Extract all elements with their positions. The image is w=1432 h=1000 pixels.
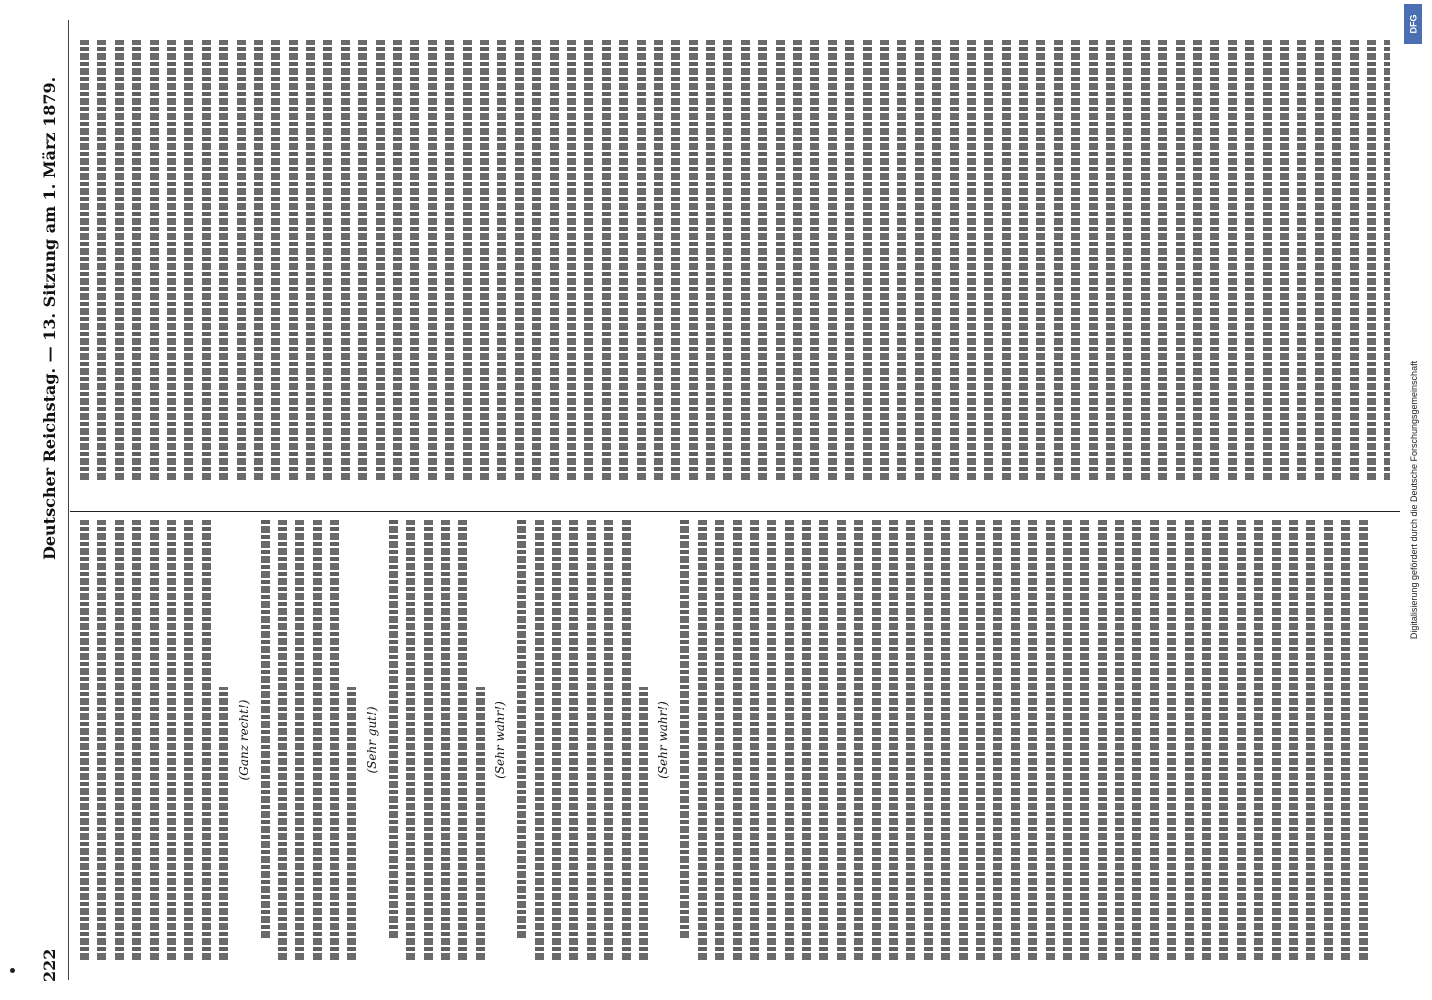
text-line [323,40,332,480]
text-line [445,40,454,480]
text-line [889,520,898,960]
text-line [202,520,211,960]
text-line [347,687,356,960]
text-line [837,520,846,960]
text-line [569,520,578,960]
running-title: Deutscher Reichstag. — 13. Sitzung am 1. März 1879. [40,76,59,560]
interjection: (Sehr wahr!) [656,701,671,779]
text-line [410,40,419,480]
text-line [550,40,559,480]
text-line [497,40,506,480]
text-line [567,40,576,480]
column-left [80,520,1390,960]
text-line [897,40,906,480]
text-line [424,520,433,960]
text-line [1193,40,1202,480]
text-line [330,520,339,960]
digitization-credit [1400,0,1428,1000]
text-line [515,40,524,480]
text-line [1063,520,1072,960]
text-line [1036,40,1045,480]
interjection: (Sehr gut!) [364,706,379,774]
text-line [406,520,415,960]
text-line [1332,40,1341,480]
text-line [1254,520,1263,960]
text-line [219,687,228,960]
text-line [932,40,941,480]
text-line [785,520,794,960]
text-line [1272,520,1281,960]
text-line [517,520,526,938]
text-line [1315,40,1324,480]
text-line [741,40,750,480]
text-line [584,40,593,480]
text-line [1046,520,1055,960]
text-line [132,520,141,960]
text-line [1350,40,1359,480]
text-line [261,520,270,938]
text-line [254,40,263,480]
text-line [1263,40,1272,480]
text-line [758,40,767,480]
text-line [1280,40,1289,480]
text-line [671,40,680,480]
text-line [393,40,402,480]
text-line [132,40,141,480]
column-right [80,40,1390,480]
text-line [619,40,628,480]
text-line [341,40,350,480]
text-line [271,40,280,480]
text-line [150,520,159,960]
text-line [295,520,304,960]
text-line [278,520,287,960]
text-line [1071,40,1080,480]
text-line [845,40,854,480]
text-line [167,520,176,960]
text-line [237,40,246,480]
text-line [1210,40,1219,480]
text-line [828,40,837,480]
text-line [984,40,993,480]
text-line [1028,520,1037,960]
text-line [97,40,106,480]
text-line [463,40,472,480]
text-line [1141,40,1150,480]
text-line [1297,40,1306,480]
text-line [793,40,802,480]
text-line [289,40,298,480]
credit-text: Digitalisierung gefördert durch die Deutsche Forschungsgemeinschaft [1409,360,1419,640]
text-line [476,687,485,960]
interjection: (Sehr wahr!) [493,701,508,779]
text-line [941,520,950,960]
text-line [167,40,176,480]
text-line [967,40,976,480]
interjection: (Ganz recht!) [236,699,251,781]
text-line [639,687,648,960]
page-number: 222 [40,948,59,982]
text-line [880,40,889,480]
dfg-logo-text: DFG [1408,14,1418,34]
text-line [532,40,541,480]
text-line [950,40,959,480]
text-line [1341,520,1350,960]
text-line [1289,520,1298,960]
text-line [1167,520,1176,960]
text-line [715,520,724,960]
text-line [993,520,1002,960]
text-line [358,40,367,480]
text-line [1228,40,1237,480]
text-line [1098,520,1107,960]
text-line [587,520,596,960]
text-line [1237,520,1246,960]
text-line [698,520,707,960]
text-line [776,40,785,480]
text-line [1080,520,1089,960]
text-line [184,520,193,960]
dfg-logo [1404,4,1422,44]
text-line [1115,520,1124,960]
text-line [654,40,663,480]
text-line [389,520,398,938]
text-line [819,520,828,960]
text-line [1089,40,1098,480]
text-line [80,40,89,480]
text-line [959,520,968,960]
text-line [622,520,631,960]
text-line [1359,520,1368,960]
page-marker-dot [10,968,15,973]
text-line [1245,40,1254,480]
text-line [1185,520,1194,960]
text-line [854,520,863,960]
text-line [706,40,715,480]
text-line [602,40,611,480]
text-line [1306,520,1315,960]
text-line [680,520,689,938]
text-line [535,520,544,960]
text-line [458,520,467,960]
text-line [306,40,315,480]
text-line [1106,40,1115,480]
text-line [802,520,811,960]
text-line [1011,520,1020,960]
text-line [750,520,759,960]
text-line [1176,40,1185,480]
text-line [376,40,385,480]
text-line [1123,40,1132,480]
text-line [1324,520,1333,960]
text-line [1002,40,1011,480]
text-line [863,40,872,480]
text-line [767,520,776,960]
text-line [689,40,698,480]
text-line [733,520,742,960]
text-line [115,40,124,480]
text-line [115,520,124,960]
text-line [428,40,437,480]
text-line [1202,520,1211,960]
header-rule [68,20,69,980]
text-line [723,40,732,480]
text-line [552,520,561,960]
text-line [480,40,489,480]
column-divider [70,511,1400,512]
text-line [906,520,915,960]
text-line [219,40,228,480]
text-line [976,520,985,960]
text-line [441,520,450,960]
text-line [915,40,924,480]
text-line [1384,40,1390,480]
text-line [1158,40,1167,480]
text-line [1219,520,1228,960]
text-line [313,520,322,960]
text-line [810,40,819,480]
text-line [637,40,646,480]
text-line [604,520,613,960]
text-line [924,520,933,960]
text-line [1367,40,1376,480]
text-line [202,40,211,480]
text-line [872,520,881,960]
text-line [97,520,106,960]
text-line [80,520,89,960]
text-line [1054,40,1063,480]
text-line [150,40,159,480]
text-line [1132,520,1141,960]
text-line [184,40,193,480]
text-line [1019,40,1028,480]
text-line [1150,520,1159,960]
